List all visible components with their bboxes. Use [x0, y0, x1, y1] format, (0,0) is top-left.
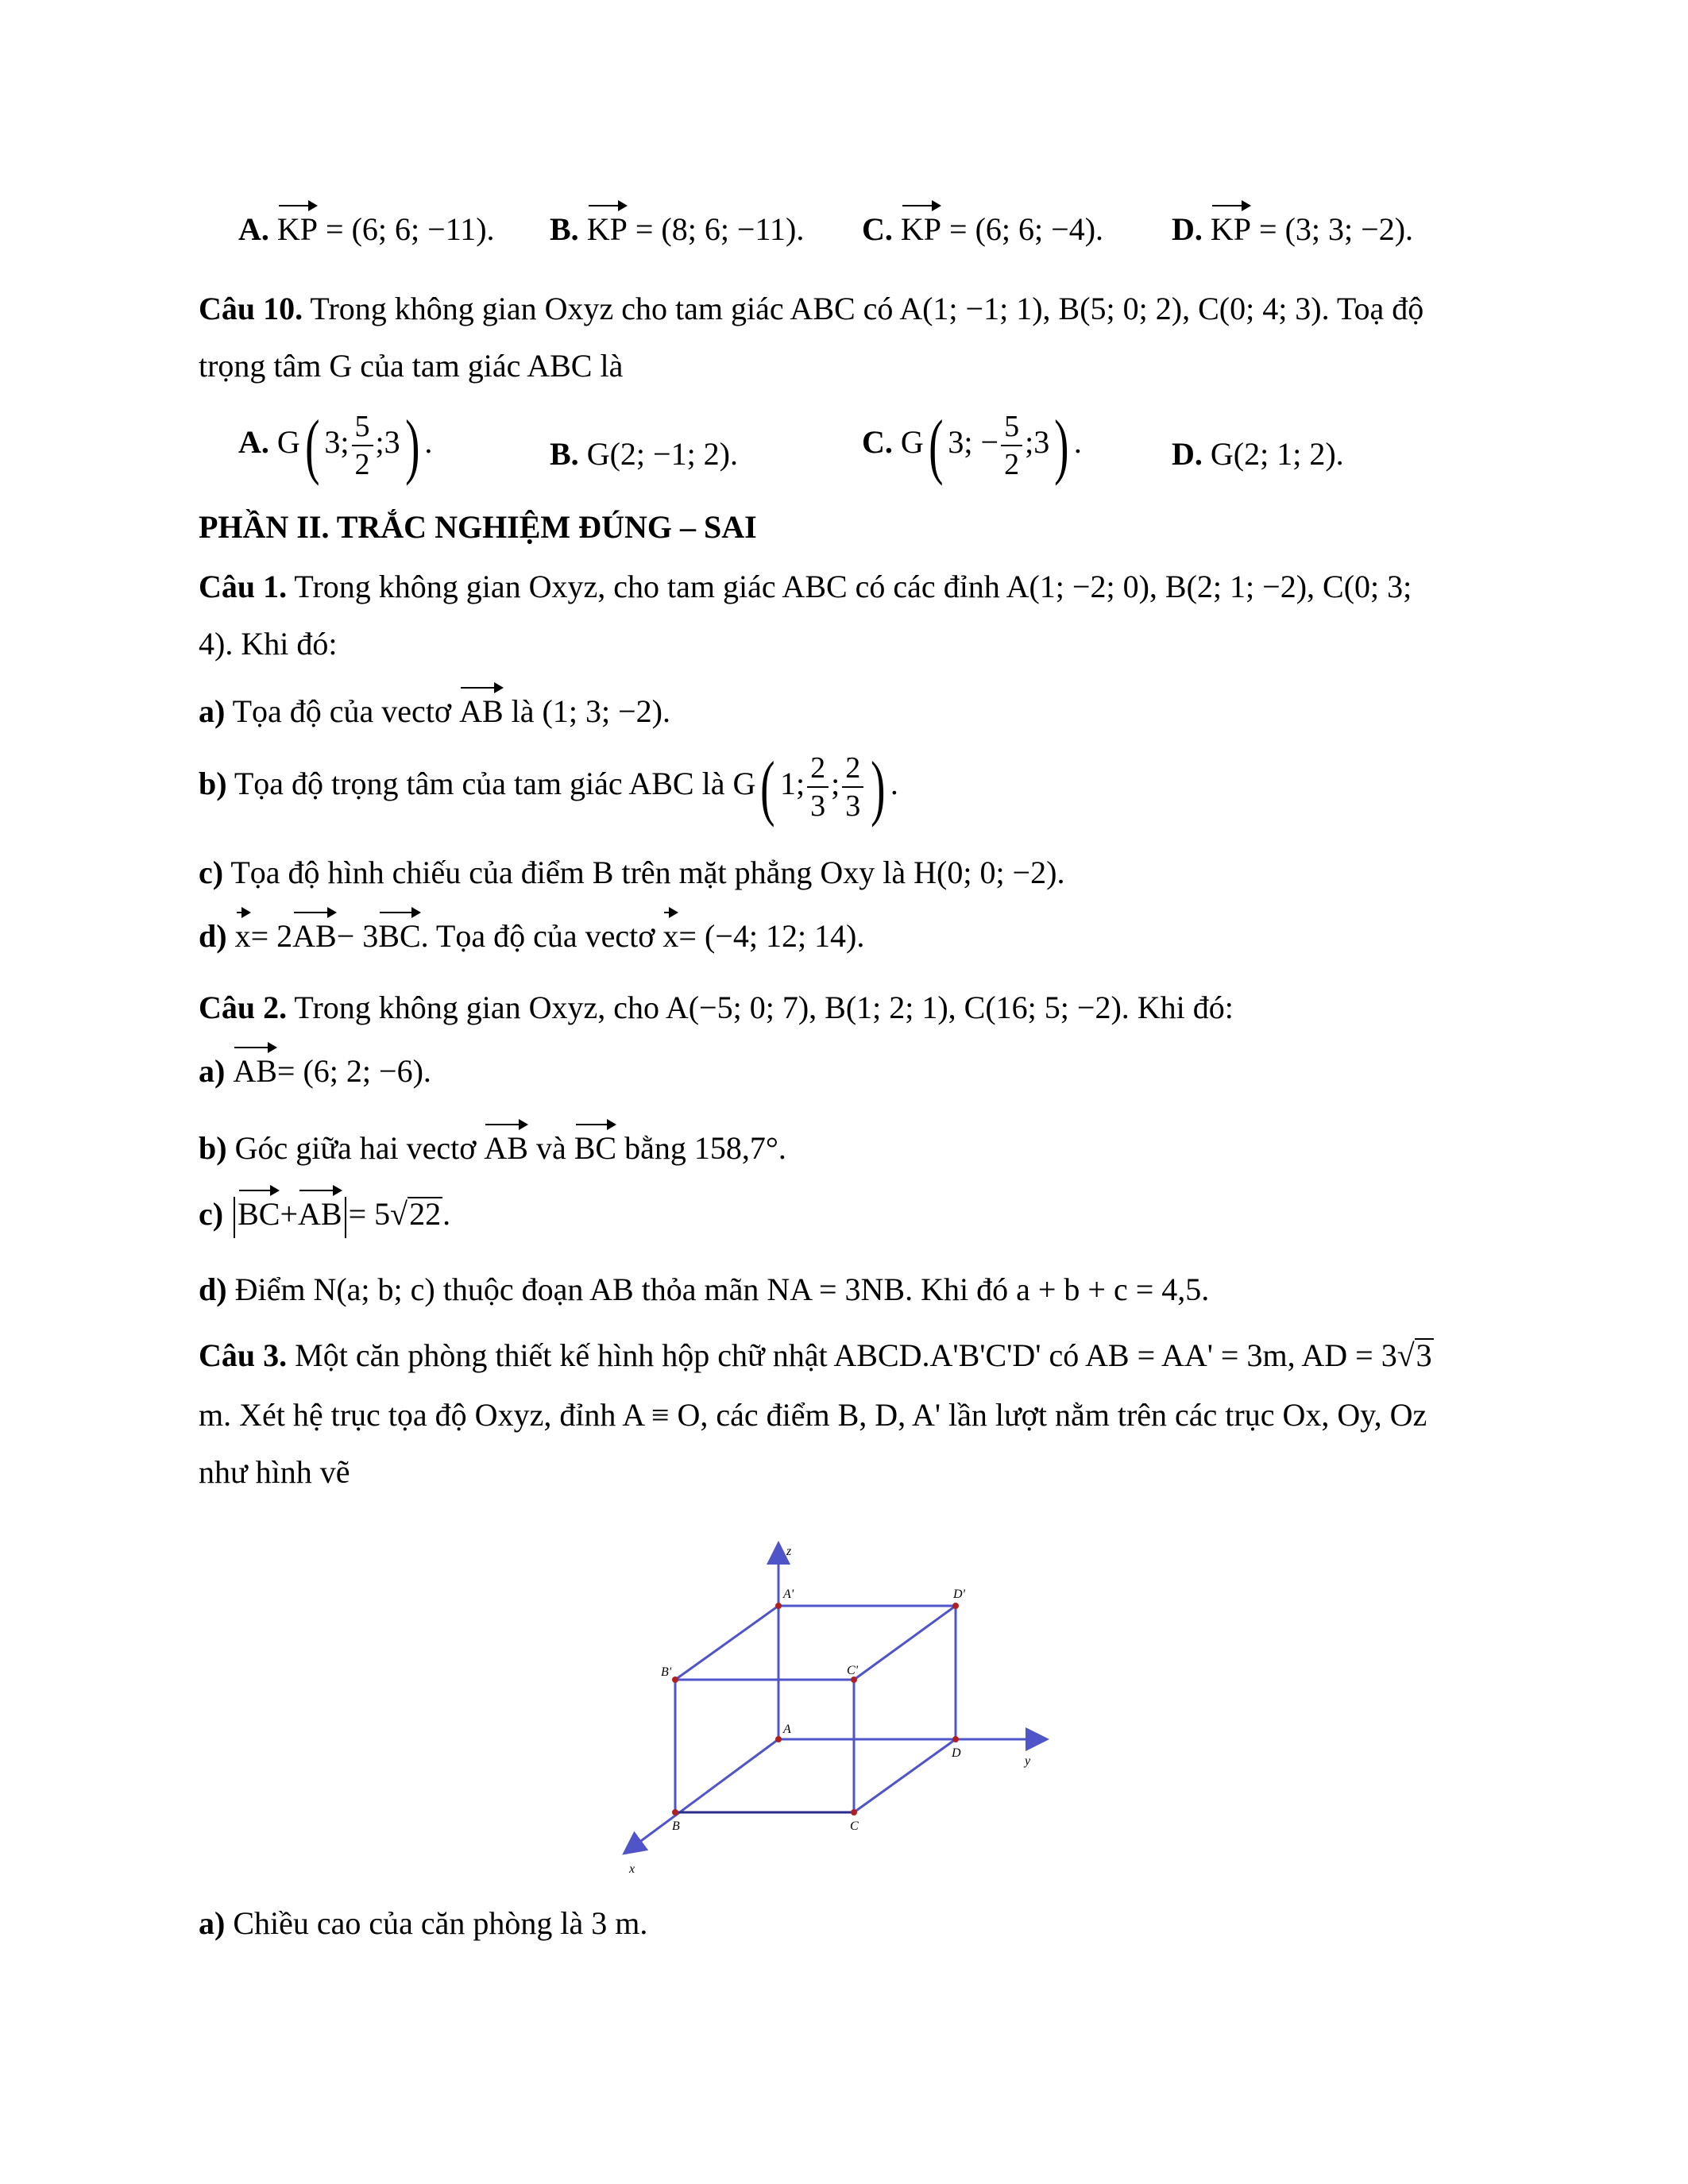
point-a: [775, 1736, 782, 1742]
denominator: 2: [1004, 448, 1020, 481]
question-text: Trong không gian Oxyz, cho A(−5; 0; 7), B(1; 2; 1), C(16; 5; −2). Khi đó:: [294, 990, 1234, 1025]
edge-a1-b1: [675, 1606, 778, 1680]
s3-line3: [199, 1453, 350, 1491]
s2-item-c: [199, 1187, 450, 1238]
period: .: [424, 424, 433, 461]
math-op: +: [280, 1196, 298, 1232]
item-label: b): [199, 1130, 227, 1166]
s2-line1: [199, 989, 1234, 1027]
option-label: C.: [862, 211, 893, 247]
item-text: = (6; 2; −6).: [276, 1053, 431, 1089]
fraction: [842, 753, 863, 821]
item-text: Tọa độ của vectơ: [232, 693, 452, 729]
box-figure: [612, 1541, 1072, 1874]
s1-item-d: [199, 909, 864, 955]
label-a1: A': [783, 1588, 794, 1601]
question-text: 4). Khi đó:: [199, 626, 338, 662]
item-text: Điểm N(a; b; c) thuộc đoạn AB thỏa mãn NA = 3NB. Khi đó a + b + c = 4,5.: [234, 1271, 1210, 1307]
item-label: d): [199, 918, 227, 954]
item-text: Tọa độ trọng tâm của tam giác ABC là G: [234, 766, 756, 802]
math-op: = 5: [348, 1196, 391, 1232]
label-b1: B': [661, 1665, 672, 1679]
coord: 3;: [324, 424, 350, 461]
point-name: G: [276, 424, 300, 461]
option-label: D.: [1172, 436, 1203, 472]
point-a1: [775, 1603, 782, 1609]
item-text: Tọa độ hình chiếu của điểm B trên mặt phẳng Oxy là H(0; 0; −2).: [230, 855, 1065, 890]
vector-bc: BC: [238, 1187, 280, 1230]
period: .: [890, 766, 898, 802]
point-d1: [952, 1603, 959, 1609]
question-text: trọng tâm G của tam giác ABC là: [199, 348, 624, 384]
option-value: G(2; −1; 2).: [586, 436, 738, 472]
sqrt-icon: √: [1396, 1337, 1415, 1373]
fraction: [807, 753, 829, 821]
item-label: a): [199, 693, 226, 729]
label-z: z: [786, 1545, 792, 1558]
question-label: Câu 2.: [199, 990, 288, 1025]
s3-line2: [199, 1396, 1427, 1434]
period: .: [442, 1196, 451, 1232]
point-c: [851, 1809, 857, 1815]
item-text: là (1; 3; −2).: [511, 693, 670, 729]
label-d: D: [952, 1746, 961, 1760]
q10-line2: [199, 347, 623, 385]
coord: 3; −: [948, 424, 999, 461]
vector-kp: KP: [901, 203, 941, 245]
numerator: 5: [1001, 411, 1022, 446]
fraction: [352, 411, 373, 480]
point-name: G: [900, 424, 924, 461]
item-text: và: [535, 1130, 566, 1166]
vector-x: x: [235, 909, 251, 952]
option-label: B.: [550, 211, 579, 247]
vector-kp: KP: [1211, 203, 1251, 245]
s3-line1: [199, 1337, 1434, 1375]
option-value: = (3; 3; −2).: [1259, 211, 1414, 247]
option-label: D.: [1172, 211, 1203, 247]
coord: ;3: [375, 424, 400, 461]
option-value: = (6; 6; −11).: [326, 211, 495, 247]
coord: ;3: [1025, 424, 1050, 461]
option-value: G(2; 1; 2).: [1210, 436, 1344, 472]
numerator: 2: [807, 753, 829, 788]
fraction: [1001, 411, 1022, 480]
q9-option-b: [550, 203, 804, 249]
s1-item-c: [199, 854, 1064, 892]
item-label: a): [199, 1053, 226, 1089]
sqrt-icon: √: [390, 1196, 408, 1232]
label-d1: D': [953, 1588, 965, 1601]
question-text: như hình vẽ: [199, 1454, 350, 1490]
edge-c-d: [854, 1739, 956, 1812]
label-a: A: [783, 1723, 791, 1736]
question-text: Trong không gian Oxyz cho tam giác ABC có A(1; −1; 1), B(5; 0; 2), C(0; 4; 3). Toạ độ: [310, 291, 1424, 326]
vector-bc: BC: [378, 909, 420, 952]
vector-kp: KP: [277, 203, 318, 245]
math-op: − 3: [336, 918, 379, 954]
question-label: Câu 10.: [199, 291, 303, 326]
option-label: B.: [550, 436, 579, 472]
x-axis: [626, 1739, 778, 1852]
q10-option-a: A. G( 3; $\frac{5}{2}$ ;3) .: [238, 405, 433, 486]
q10-line1: [199, 290, 1423, 328]
numerator: 2: [842, 753, 863, 788]
denominator: 3: [810, 789, 826, 823]
question-text: m. Xét hệ trục tọa độ Oxyz, đỉnh A ≡ O, các điểm B, D, A' lần lượt nằm trên các trục Ox, Oy, Oz: [199, 1397, 1427, 1433]
label-c: C: [850, 1819, 859, 1833]
item-text: Góc giữa hai vectơ: [234, 1130, 477, 1166]
s2-item-d: [199, 1271, 1209, 1309]
denominator: 3: [845, 789, 861, 823]
denominator: 2: [354, 448, 370, 481]
separator: ;: [831, 766, 840, 802]
label-y: y: [1025, 1754, 1031, 1768]
question-label: Câu 3.: [199, 1337, 288, 1373]
s3-item-a: [199, 1904, 647, 1943]
vector-bc: BC: [574, 1121, 616, 1164]
point-d: [952, 1736, 959, 1742]
q10-option-c: C. G( 3; − $\frac{5}{2}$ ;3) .: [862, 405, 1082, 486]
item-label: d): [199, 1271, 227, 1307]
vector-ab: AB: [292, 909, 337, 952]
radicand: 22: [409, 1196, 442, 1232]
vector-ab: AB: [298, 1187, 342, 1230]
q10-option-d: [1172, 435, 1344, 473]
item-text: bằng 158,7°.: [624, 1130, 786, 1166]
option-label: A.: [238, 424, 269, 461]
s2-item-b: [199, 1121, 786, 1167]
vector-kp: KP: [587, 203, 628, 245]
question-text: Trong không gian Oxyz, cho tam giác ABC có các đỉnh A(1; −2; 0), B(2; 1; −2), C(0; 3;: [294, 569, 1412, 604]
option-value: = (8; 6; −11).: [635, 211, 805, 247]
label-c1: C': [847, 1664, 859, 1677]
radicand: 3: [1416, 1337, 1432, 1373]
s1-item-b: b) Tọa độ trọng tâm của tam giác ABC là G( 1; $\frac{2}{3}$ ; $\frac{2}{3}$ ) .: [199, 747, 898, 828]
item-text: . Tọa độ của vectơ: [420, 918, 655, 954]
point-c1: [851, 1677, 857, 1683]
item-label: a): [199, 1905, 226, 1941]
coord: 1;: [780, 766, 805, 802]
vector-ab: AB: [459, 685, 504, 727]
s1-item-a: [199, 685, 670, 731]
s1-line1: [199, 568, 1412, 606]
label-x: x: [629, 1862, 635, 1874]
vector-x: x: [662, 909, 678, 952]
option-value: = (6; 6; −4).: [949, 211, 1104, 247]
point-b1: [672, 1677, 678, 1683]
option-label: A.: [238, 211, 269, 247]
edge-c1-d1: [854, 1606, 956, 1680]
label-b: B: [672, 1819, 680, 1833]
q9-option-d: [1172, 203, 1413, 249]
q9-option-c: [862, 203, 1103, 249]
s2-item-a: [199, 1044, 431, 1090]
item-text: = (−4; 12; 14).: [678, 918, 865, 954]
item-text: Chiều cao của căn phòng là 3 m.: [233, 1905, 648, 1941]
question-label: Câu 1.: [199, 569, 288, 604]
s1-line2: [199, 625, 337, 663]
item-label: b): [199, 766, 227, 802]
math-op: = 2: [250, 918, 293, 954]
question-text: Một căn phòng thiết kế hình hộp chữ nhật ABCD.A'B'C'D' có AB = AA' = 3m, AD = 3: [295, 1337, 1397, 1373]
item-label: c): [199, 1196, 224, 1232]
q10-option-b: [550, 435, 738, 473]
q9-option-a: [238, 203, 495, 249]
part2-title: PHẦN II. TRẮC NGHIỆM ĐÚNG – SAI: [199, 509, 757, 545]
vector-ab: AB: [233, 1044, 277, 1087]
numerator: 5: [352, 411, 373, 446]
option-label: C.: [862, 424, 893, 461]
period: .: [1073, 424, 1082, 461]
point-b: [672, 1809, 678, 1815]
item-label: c): [199, 855, 224, 890]
vector-ab: AB: [484, 1121, 528, 1164]
